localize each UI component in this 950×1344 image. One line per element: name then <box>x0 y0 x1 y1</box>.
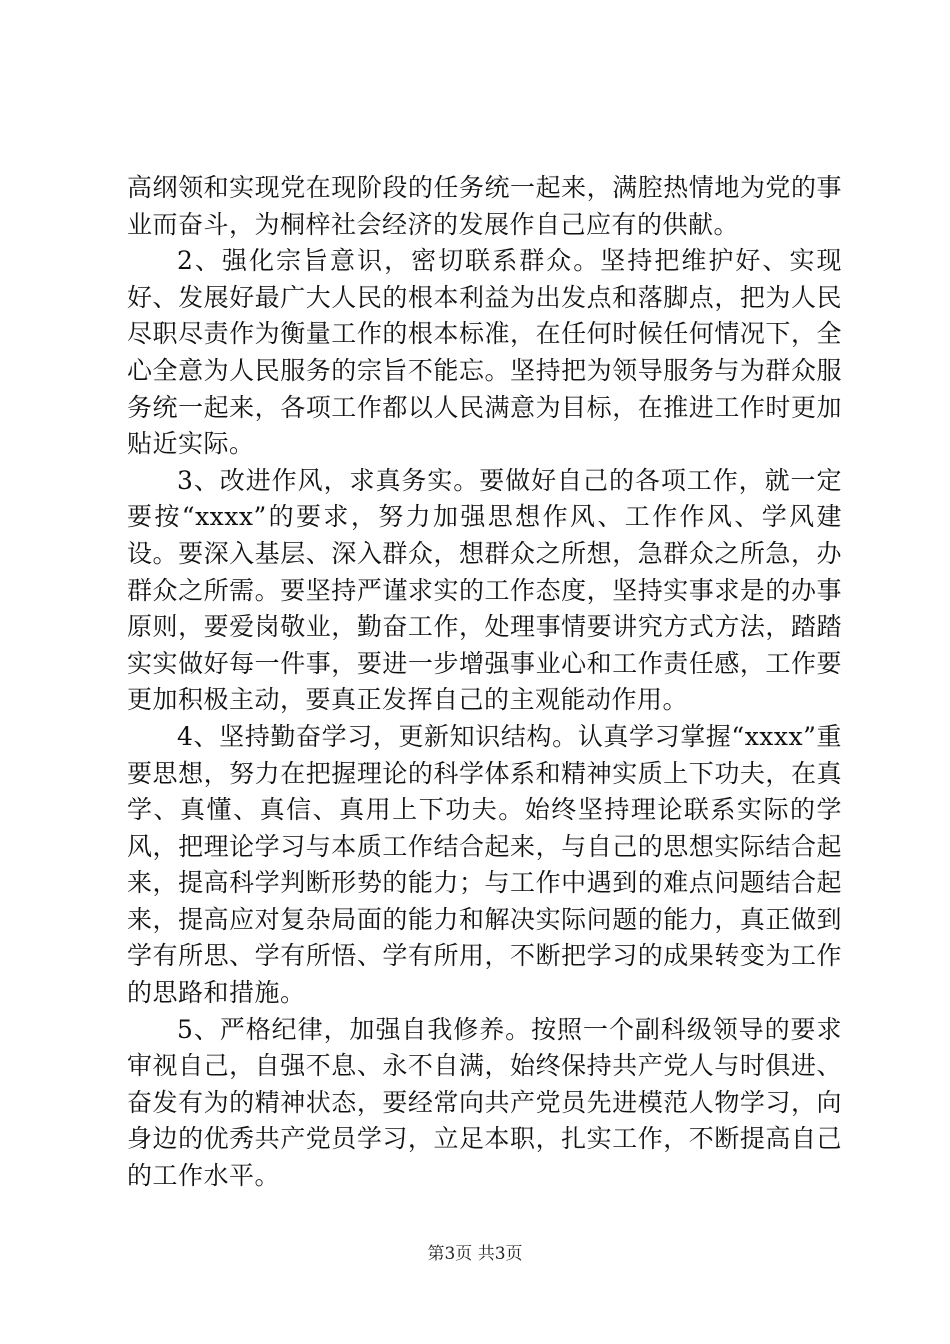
paragraph-item-5: 5、严格纪律，加强自我修养。按照一个副科级领导的要求审视自己，自强不息、永不自满，始终保持共产党人与时俱进、奋发有为的精神状态，要经常向共产党员先进模范人物学习，向身边的优秀共产党员学习，立足本职，扎实工作，不断提高自己的工作水平。 <box>127 1014 842 1191</box>
document-body <box>127 170 842 1195</box>
paragraph-item-4: 4、坚持勤奋学习，更新知识结构。认真学习掌握“xxxx”重要思想，努力在把握理论的科学体系和精神实质上下功夫，在真学、真懂、真信、真用上下功夫。始终坚持理论联系实际的学风，把理论学习与本质工作结合起来，与自己的思想实际结合起来，提高科学判断形势的能力；与工作中遇到的难点问题结合起来，提高应对复杂局面的能力和解决实际问题的能力，真正做到学有所思、学有所悟、学有所用，不断把学习的成果转变为工作的思路和措施。 <box>127 721 842 1008</box>
paragraph-item-3: 3、改进作风，求真务实。要做好自己的各项工作，就一定要按“xxxx”的要求，努力加强思想作风、工作作风、学风建设。要深入基层、深入群众，想群众之所想，急群众之所急，办群众之所需。要坚持严谨求实的工作态度，坚持实事求是的办事原则，要爱岗敬业，勤奋工作，处理事情要讲究方式方法，踏踏实实做好每一件事，要进一步增强事业心和工作责任感，工作要更加积极主动，要真正发挥自己的主观能动作用。 <box>127 465 842 715</box>
paragraph-item-2: 2、强化宗旨意识，密切联系群众。坚持把维护好、实现好、发展好最广大人民的根本利益为出发点和落脚点，把为人民尽职尽责作为衡量工作的根本标准，在任何时候任何情况下，全心全意为人民服务的宗旨不能忘。坚持把为领导服务与为群众服务统一起来，各项工作都以人民满意为目标，在推进工作时更加贴近实际。 <box>127 246 842 459</box>
paragraph-continuation: 高纲领和实现党在现阶段的任务统一起来，满腔热情地为党的事业而奋斗，为桐梓社会经济的发展作自己应有的供献。 <box>127 173 842 239</box>
page-footer <box>0 1244 950 1264</box>
page-number-label: 第3页 共3页 <box>427 1244 523 1264</box>
